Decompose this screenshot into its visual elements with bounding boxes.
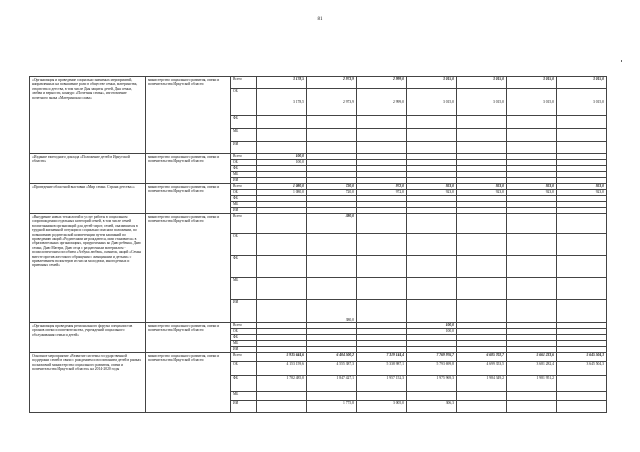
value-cell — [257, 116, 307, 129]
value-cell: 3 681 282,4 — [507, 362, 557, 376]
funding-source-cell: ОБ — [231, 329, 257, 335]
value-cell — [457, 278, 507, 300]
funding-source-cell: МБ — [231, 172, 257, 178]
event-name-cell: «Издание ежегодного доклада «Положение детей в Иркутской области» — [30, 154, 146, 184]
value-cell — [357, 234, 407, 256]
value-cell — [307, 129, 357, 142]
value-cell — [557, 142, 607, 154]
value-cell — [557, 116, 607, 129]
value-cell: 923,0 — [557, 190, 607, 196]
value-cell — [457, 401, 507, 413]
value-cell — [307, 116, 357, 129]
value-cell — [407, 392, 457, 401]
value-cell: 972,0 — [357, 190, 407, 196]
value-cell: 1 957 152,3 — [357, 376, 407, 392]
value-cell: 5 645 504,3 — [557, 353, 607, 362]
funding-source-cell: Всего — [231, 323, 257, 329]
value-cell — [507, 278, 557, 300]
funding-source-cell: ФБ — [231, 196, 257, 202]
value-cell — [357, 129, 407, 142]
funding-source-cell: ИИ — [231, 300, 257, 323]
funding-source-cell: Всего — [231, 214, 257, 234]
value-cell — [407, 300, 457, 323]
event-name-cell: «Организация проведения регионального форума специалистов органов опеки и попечительства, учреждений социального обслуживания семьи и детей» — [30, 323, 146, 353]
value-cell: 3 015,0 — [507, 77, 557, 89]
funding-source-cell: МБ — [231, 129, 257, 142]
value-cell — [307, 256, 357, 278]
value-cell: 2 973,9 — [307, 77, 357, 89]
value-cell — [357, 300, 407, 323]
funding-source-cell: ИИ — [231, 347, 257, 353]
funding-source-cell: Всего — [231, 353, 257, 362]
value-cell: 306,3 — [407, 401, 457, 413]
value-cell — [557, 214, 607, 234]
value-cell — [507, 214, 557, 234]
value-cell: 5 338 987,1 — [357, 362, 407, 376]
value-cell: 380,0 — [307, 300, 357, 323]
value-cell — [307, 278, 357, 300]
value-cell: 5 793 699,8 — [407, 362, 457, 376]
value-cell — [407, 234, 457, 256]
value-cell — [557, 392, 607, 401]
value-cell — [557, 256, 607, 278]
funding-source-cell: ОБ — [231, 362, 257, 376]
funding-source-cell: ИИ — [231, 142, 257, 154]
value-cell — [307, 142, 357, 154]
value-cell — [507, 392, 557, 401]
value-cell: 6 685 702,7 — [457, 353, 507, 362]
value-cell: 4 699 353,5 — [457, 362, 507, 376]
table-row — [30, 77, 607, 89]
value-cell — [257, 300, 307, 323]
value-cell — [507, 129, 557, 142]
value-cell — [557, 401, 607, 413]
funding-source-cell: Всего — [231, 77, 257, 89]
value-cell: 100,0 — [257, 154, 307, 160]
page-number: 81 — [317, 17, 323, 22]
value-cell: 5 661 233,6 — [507, 353, 557, 362]
funding-source-cell: ФБ — [231, 116, 257, 129]
value-cell — [557, 376, 607, 392]
executor-cell: министерство социального развития, опеки и попечительства Иркутской области — [146, 353, 231, 413]
value-cell: 923,0 — [457, 184, 507, 190]
funding-source-cell: МБ — [231, 341, 257, 347]
funding-source-cell: ФБ — [231, 166, 257, 172]
value-cell: 923,0 — [557, 184, 607, 190]
value-cell — [357, 142, 407, 154]
value-cell: 380,0 — [307, 214, 357, 234]
value-cell — [507, 256, 557, 278]
value-cell: 3 015,0 — [407, 77, 457, 89]
value-cell — [357, 214, 407, 234]
value-cell: 1 981 951,2 — [507, 376, 557, 392]
value-cell: 3 015,0 — [407, 89, 457, 116]
funding-source-cell: ФБ — [231, 256, 257, 278]
value-cell: 1 782 485,0 — [257, 376, 307, 392]
value-cell — [557, 129, 607, 142]
value-cell: 923,0 — [407, 190, 457, 196]
event-name-cell: Основное мероприятие «Развитие системы государственной поддержки семей в связи с рождением и воспитанием детей в рамках полномочий министерства социального развития, опеки и попечительства Иркутской области» на 2014-2020 годы — [30, 353, 146, 413]
value-cell — [457, 129, 507, 142]
funding-source-cell: МБ — [231, 392, 257, 401]
scan-mark — [621, 60, 622, 62]
funding-source-cell: ИИ — [231, 401, 257, 413]
value-cell: 1 975 969,3 — [407, 376, 457, 392]
value-cell — [457, 234, 507, 256]
budget-table — [29, 76, 607, 413]
funding-source-cell: Всего — [231, 154, 257, 160]
executor-cell: министерство социального развития, опеки и попечительства Иркутской области — [146, 214, 231, 323]
value-cell — [357, 116, 407, 129]
table-row — [30, 353, 607, 362]
value-cell: 3 178,5 — [257, 77, 307, 89]
value-cell: 720,0 — [307, 190, 357, 196]
funding-source-cell: ИИ — [231, 178, 257, 184]
value-cell — [257, 234, 307, 256]
value-cell: 100,0 — [257, 160, 307, 166]
funding-source-cell: МБ — [231, 202, 257, 208]
value-cell — [257, 401, 307, 413]
value-cell: 7 769 976,7 — [407, 353, 457, 362]
funding-source-cell: ФБ — [231, 335, 257, 341]
value-cell — [357, 256, 407, 278]
value-cell — [257, 278, 307, 300]
value-cell — [257, 214, 307, 234]
value-cell: 972,0 — [357, 184, 407, 190]
value-cell — [507, 116, 557, 129]
value-cell — [407, 129, 457, 142]
value-cell — [307, 392, 357, 401]
value-cell — [407, 256, 457, 278]
value-cell: 923,0 — [507, 184, 557, 190]
value-cell — [507, 401, 557, 413]
value-cell: 3 178,5 — [257, 89, 307, 116]
funding-source-cell: ОБ — [231, 160, 257, 166]
value-cell: 1 984 349,2 — [457, 376, 507, 392]
event-name-cell: «Организация и проведение социально значимых мероприятий, направленных на повышение роли в обществе семьи, материнства, отцовства и детства, в том числе Дня защиты детей, Дня семьи, любви и верности, конкурс «Почетная семья», изготовление почетного знака «Материнская слава» — [30, 77, 146, 154]
value-cell: 923,0 — [407, 184, 457, 190]
value-cell: 923,0 — [457, 190, 507, 196]
value-cell — [257, 129, 307, 142]
value-cell: 2 999,0 — [357, 89, 407, 116]
value-cell — [257, 392, 307, 401]
value-cell — [457, 300, 507, 323]
value-cell — [407, 214, 457, 234]
value-cell: 2 999,0 — [357, 77, 407, 89]
funding-source-cell: Всего — [231, 184, 257, 190]
value-cell: 4 555 387,3 — [307, 362, 357, 376]
event-name-cell: «Внедрение новых технологий и услуг работы в социальном сопровождении отдельных категорий семей, в том числе семей воспитанников организаций для детей-сирот, семей, оказавшихся в трудной жизненной ситуации и социально опасном положении, по повышению родительской компетенции путем кампаний по проведению акций «Родителями не рождаются, ими становятся» в образовательных организациях, приуроченных ко Дню ребенка, Дню семьи, Дню Матери, Дню отца с раздаточным материалом - психологическим пособием «Азбука любви», памяток, акций «Семья вместе против жестокого обращения с женщинами и детьми» с привлечением волонтеров из числа молодежи, многодетных и приемных семей» — [30, 214, 146, 323]
value-cell — [407, 116, 457, 129]
value-cell: 3 645 504,3 — [557, 362, 607, 376]
value-cell: 100,0 — [407, 329, 457, 335]
value-cell: 2 973,9 — [307, 89, 357, 116]
value-cell: 100,0 — [407, 323, 457, 329]
value-cell: 1 080,0 — [257, 184, 307, 190]
executor-cell: министерство социального развития, опеки и попечительства Иркутской области — [146, 154, 231, 184]
value-cell: 3 015,0 — [507, 89, 557, 116]
funding-source-cell: ОБ — [231, 190, 257, 196]
value-cell: 1 775,8 — [307, 401, 357, 413]
value-cell — [507, 142, 557, 154]
value-cell: 3 015,0 — [457, 77, 507, 89]
value-cell: 720,0 — [307, 184, 357, 190]
value-cell: 6 404 500,2 — [307, 353, 357, 362]
funding-source-cell: МБ — [231, 278, 257, 300]
value-cell — [457, 256, 507, 278]
value-cell — [257, 256, 307, 278]
executor-cell: министерство социального развития, опеки и попечительства Иркутской области — [146, 323, 231, 353]
value-cell — [357, 392, 407, 401]
value-cell — [557, 234, 607, 256]
value-cell — [407, 142, 457, 154]
value-cell: 7 319 144,4 — [357, 353, 407, 362]
value-cell: 1 080,0 — [257, 190, 307, 196]
value-cell — [457, 116, 507, 129]
value-cell: 3 015,0 — [557, 77, 607, 89]
value-cell — [307, 234, 357, 256]
value-cell: 3 015,0 — [457, 89, 507, 116]
value-cell — [557, 278, 607, 300]
value-cell: 4 153 159,6 — [257, 362, 307, 376]
executor-cell: министерство социального развития, опеки и попечительства Иркутской области — [146, 77, 231, 154]
value-cell: 1 847 427,1 — [307, 376, 357, 392]
funding-source-cell: ФБ — [231, 376, 257, 392]
value-cell — [507, 234, 557, 256]
value-cell — [457, 392, 507, 401]
value-cell — [507, 300, 557, 323]
value-cell: 3 005,0 — [357, 401, 407, 413]
value-cell — [357, 278, 407, 300]
funding-source-cell: ИИ — [231, 208, 257, 214]
funding-source-cell: ОБ — [231, 234, 257, 256]
value-cell — [557, 300, 607, 323]
table-row — [30, 214, 607, 234]
value-cell: 3 015,0 — [557, 89, 607, 116]
funding-source-cell: ОБ — [231, 89, 257, 116]
executor-cell: министерство социального развития, опеки и попечительства Иркутской области — [146, 184, 231, 214]
value-cell — [457, 214, 507, 234]
value-cell — [257, 142, 307, 154]
value-cell — [457, 142, 507, 154]
value-cell: 923,0 — [507, 190, 557, 196]
value-cell — [407, 278, 457, 300]
event-name-cell: «Проведение областной выставки «Мир семьи. Страна детства»» — [30, 184, 146, 214]
value-cell: 5 935 644,6 — [257, 353, 307, 362]
